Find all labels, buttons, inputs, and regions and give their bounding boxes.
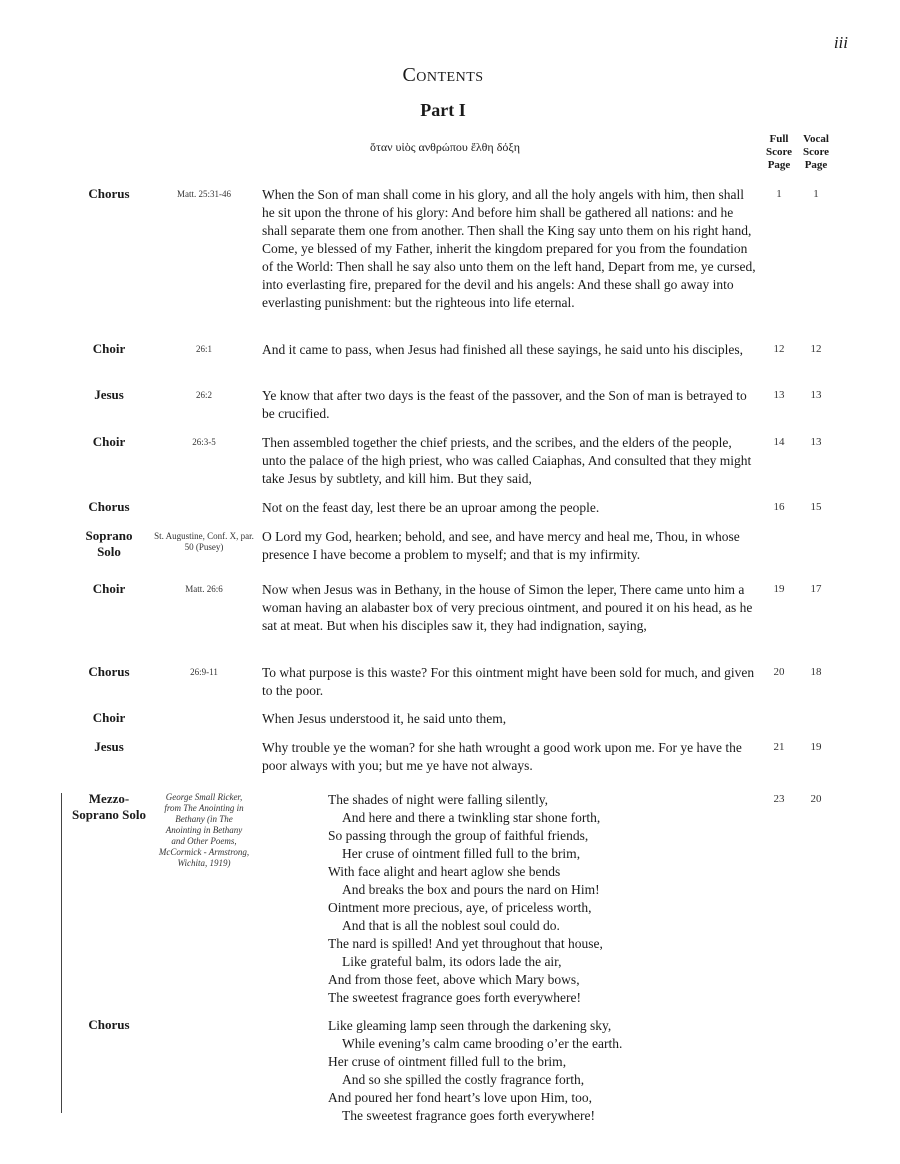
speaker: Chorus (88, 186, 130, 201)
poem-lines (328, 791, 748, 1007)
full-score-page: 21 (773, 741, 785, 753)
poem-line: And so she spilled the costly fragrance forth, (342, 1072, 585, 1087)
speaker: Chorus (88, 1017, 130, 1032)
poem-line: And breaks the box and pours the nard on Him! (342, 882, 600, 897)
full-score-page: 12 (773, 343, 785, 355)
full-score-page: 1 (776, 188, 782, 200)
speaker: Chorus (88, 499, 130, 514)
vocal-score-page: 19 (810, 741, 822, 753)
poem-line: The sweetest fragrance goes forth everywhere! (342, 1108, 595, 1123)
speaker: Soprano Solo (85, 528, 133, 559)
scripture-ref: 26:3-5 (192, 437, 216, 447)
speaker: Jesus (94, 739, 124, 754)
poem-source: George Small Ricker, from The Anointing in Bethany (in The Anointing in Bethany and Other Poems, McCormick - Armstrong, Wichita, 1919) (158, 792, 250, 868)
full-score-page: 23 (773, 793, 785, 805)
speaker: Mezzo-Soprano Solo (71, 791, 147, 822)
entry-text: O Lord my God, hearken; behold, and see, and have mercy and heal me, Thou, in whose presence I have become a problem to myself; and that is my infirmity. (262, 529, 740, 562)
poem-line: Ointment more precious, aye, of priceless worth, (328, 900, 592, 915)
entry-text: And it came to pass, when Jesus had finished all these sayings, he said unto his disciples, (262, 342, 744, 357)
speaker: Choir (92, 434, 126, 449)
poem-line: The sweetest fragrance goes forth everywhere! (328, 990, 581, 1005)
poem-line: Her cruse of ointment filled full to the brim, (328, 1054, 567, 1069)
poem-line: Like grateful balm, its odors lade the air, (342, 954, 562, 969)
poem-line: The shades of night were falling silently, (328, 792, 548, 807)
speaker: Chorus (88, 664, 130, 679)
entry-text: When the Son of man shall come in his glory, and all the holy angels with him, then shall he sit upon the throne of his glory: And before him shall be gathered all nations: and he shall separate them one from another. Then shall the King say unto them on his right hand, Come, ye blessed of my Father, inherit the kingdom prepared for you from the foundation of the World: Then shall he say also unto them on the left hand, Depart from me, ye cursed, into everlasting fire, prepared for the devil and his angels: And these shall go away into everlasting punishment: but the righteous into life eternal. (262, 187, 756, 310)
poem-line: With face alight and heart aglow she bends (328, 864, 561, 879)
poem-line: While evening’s calm came brooding o’er the earth. (342, 1036, 623, 1051)
full-score-page: 14 (773, 436, 785, 448)
full-score-page: 19 (773, 583, 785, 595)
entry-text: Now when Jesus was in Bethany, in the house of Simon the leper, There came unto him a woman having an alabaster box of very precious ointment, and poured it on his head, as he sat at meat. But when his disciples saw it, they had indignation, saying, (262, 582, 753, 633)
vocal-score-page-header (796, 133, 836, 172)
scripture-ref: 26:1 (195, 344, 212, 354)
header-line: Score (802, 146, 830, 158)
header-line: Vocal (803, 133, 829, 145)
part-heading: Part I (420, 100, 466, 120)
vocal-score-page: 12 (810, 343, 822, 355)
speaker: Choir (92, 581, 126, 596)
vocal-score-page: 15 (810, 501, 822, 513)
entry-text: Ye know that after two days is the feast of the passover, and the Son of man is betrayed to be crucified. (262, 388, 747, 421)
vocal-score-page: 1 (813, 188, 819, 200)
contents-title: Contents (402, 64, 484, 86)
poem-line: And that is all the noblest soul could do. (342, 918, 560, 933)
poem-line: The nard is spilled! And yet throughout that house, (328, 936, 603, 951)
speaker: Choir (92, 710, 126, 725)
header-line: Score (765, 146, 793, 158)
entry-text: Why trouble ye the woman? for she hath wrought a good work upon me. For ye have the poor always with you; but me ye have not always. (262, 740, 742, 773)
poem-line: So passing through the group of faithful friends, (328, 828, 589, 843)
vocal-score-page: 13 (810, 436, 822, 448)
page-number: iii (833, 33, 848, 52)
full-score-page-header (759, 133, 799, 172)
poem-line: Her cruse of ointment filled full to the brim, (342, 846, 581, 861)
poem-line: And from those feet, above which Mary bows, (328, 972, 580, 987)
scripture-ref: 26:2 (195, 390, 212, 400)
poem-line: And here and there a twinkling star shone forth, (342, 810, 601, 825)
poem-line: Like gleaming lamp seen through the darkening sky, (328, 1018, 612, 1033)
poem-lines (328, 1017, 748, 1125)
margin-bar (61, 793, 62, 1113)
header-line: Page (767, 159, 791, 171)
header-line: Page (804, 159, 828, 171)
scripture-ref: 26:9-11 (190, 667, 218, 677)
entry-text: When Jesus understood it, he said unto them, (262, 711, 507, 726)
entry-text: To what purpose is this waste? For this ointment might have been sold for much, and given to the poor. (262, 665, 755, 698)
scripture-ref: Matt. 26:6 (185, 584, 223, 594)
speaker: Choir (92, 341, 126, 356)
entry-text: Then assembled together the chief priests, and the scribes, and the elders of the people, unto the palace of the high priest, who was called Caiaphas, And consulted that they might take Jesus by subtlety, and kill him. But they said, (262, 435, 752, 486)
poem-line: And poured her fond heart’s love upon Him, too, (328, 1090, 592, 1105)
full-score-page: 20 (773, 666, 785, 678)
vocal-score-page: 17 (810, 583, 822, 595)
entry-text: Not on the feast day, lest there be an uproar among the people. (262, 500, 600, 515)
header-line: Full (769, 133, 789, 145)
scripture-ref: Matt. 25:31-46 (177, 189, 231, 199)
vocal-score-page: 13 (810, 389, 822, 401)
full-score-page: 13 (773, 389, 785, 401)
scripture-ref: St. Augustine, Conf. X, par. 50 (Pusey) (154, 531, 254, 552)
greek-epigraph: ὅταν υἱὸς ανθρώπου ἔλθη δόξη (370, 140, 520, 154)
vocal-score-page: 18 (810, 666, 822, 678)
full-score-page: 16 (773, 501, 785, 513)
speaker: Jesus (94, 387, 124, 402)
vocal-score-page: 20 (810, 793, 822, 805)
